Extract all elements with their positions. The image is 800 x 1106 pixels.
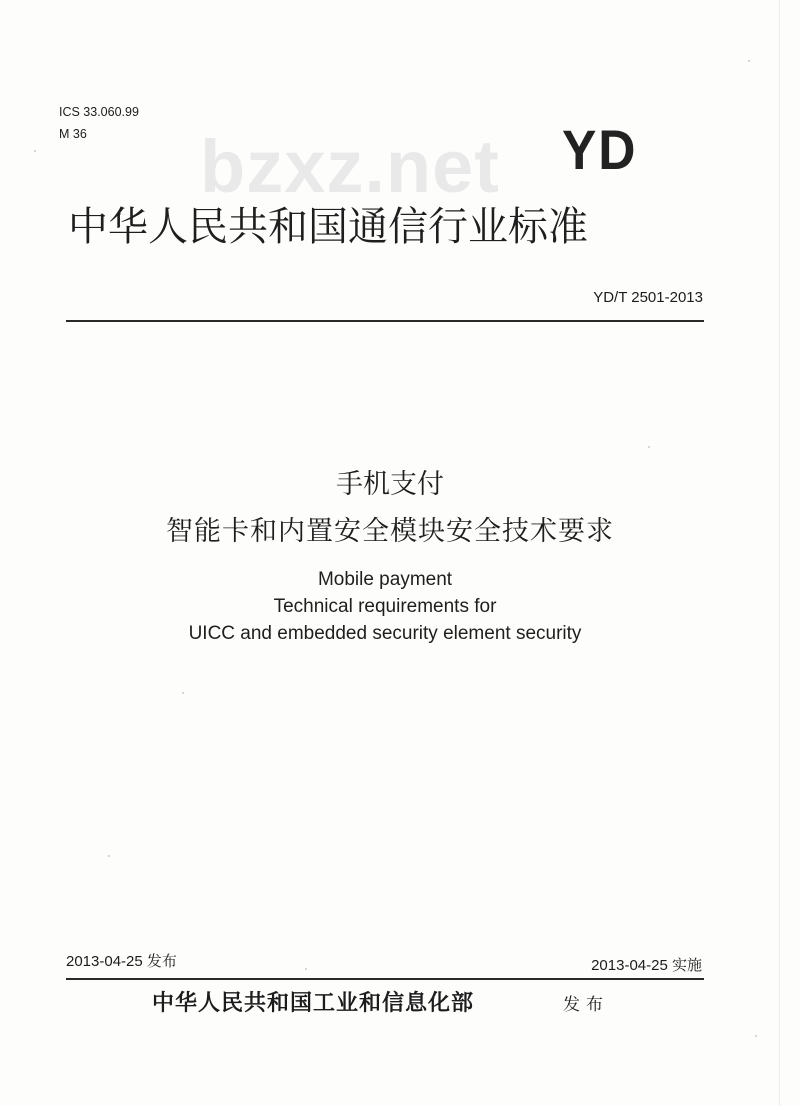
scan-speck <box>182 692 184 694</box>
header-divider <box>66 320 704 322</box>
english-title-line-3: UICC and embedded security element security <box>188 623 582 644</box>
scan-speck <box>108 855 110 857</box>
issuing-authority-suffix: 发布 <box>563 995 609 1014</box>
classification-code: M 36 <box>59 127 87 141</box>
issuing-authority: 中华人民共和国工业和信息化部 <box>152 990 475 1016</box>
chinese-title-line-2: 智能卡和内置安全模块安全技术要求 <box>166 516 614 546</box>
english-title-line-2: Technical requirements for <box>273 596 497 617</box>
footer-divider <box>66 978 704 980</box>
english-title-line-1: Mobile payment <box>317 569 453 590</box>
yd-logo: YD <box>562 118 638 181</box>
issue-date: 2013-04-25 发布 <box>66 953 177 970</box>
scan-speck <box>748 60 750 62</box>
standard-category-title: 中华人民共和国通信行业标准 <box>68 205 588 249</box>
scan-speck <box>755 1035 757 1037</box>
scan-speck <box>34 150 36 152</box>
ics-code: ICS 33.060.99 <box>59 105 139 119</box>
scan-speck <box>648 446 650 448</box>
scan-speck <box>305 968 307 970</box>
watermark: bzxz.net <box>200 125 500 208</box>
standard-number: YD/T 2501-2013 <box>593 289 703 306</box>
chinese-title-line-1: 手机支付 <box>336 469 444 499</box>
implementation-date: 2013-04-25 实施 <box>591 957 702 974</box>
scan-edge-line <box>779 0 780 1106</box>
